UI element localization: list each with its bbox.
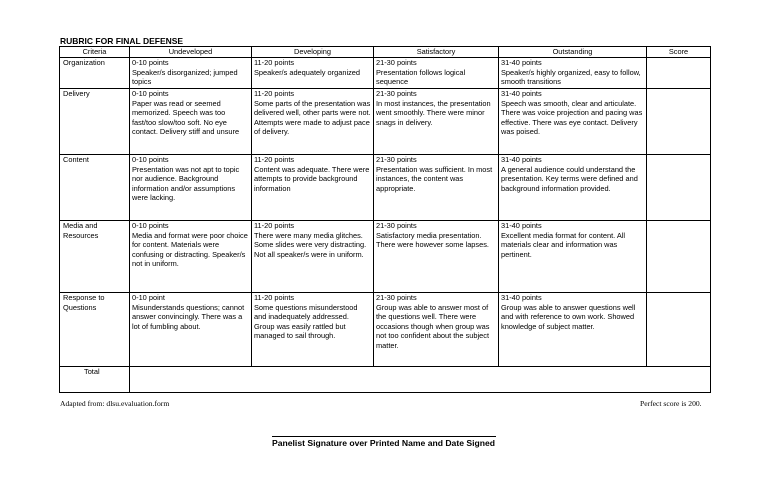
- description: A general audience could understand the presentation. Key terms were defined and background information provided.: [501, 164, 638, 193]
- source-note: Adapted from: dlsu.evaluation.form: [60, 399, 170, 408]
- rubric-cell: [252, 155, 374, 221]
- rubric-cell: [499, 58, 647, 89]
- points-label: 31-40 points: [501, 89, 542, 98]
- header-row: [60, 47, 711, 58]
- rubric-cell: [374, 58, 499, 89]
- score-cell[interactable]: [647, 89, 711, 155]
- description: Presentation was not apt to topic nor audience. Background information and/or assumptions were lacking.: [132, 164, 240, 203]
- score-cell[interactable]: [647, 293, 711, 367]
- points-label: 21-30 points: [376, 155, 417, 164]
- description: Presentation follows logical sequence: [376, 67, 466, 87]
- points-label: 21-30 points: [376, 221, 417, 230]
- description: Excellent media format for content. All materials clear and information was pertinent.: [501, 230, 626, 259]
- total-score-cell[interactable]: [130, 367, 711, 393]
- rubric-cell: [130, 58, 252, 89]
- description: Media and format were poor choice for content. Materials were confusing or distracting. Speaker/s not in uniform.: [132, 230, 248, 269]
- signature-line: [272, 436, 496, 437]
- points-label: 11-20 points: [254, 155, 295, 164]
- rubric-cell: [499, 89, 647, 155]
- rubric-cell: [374, 155, 499, 221]
- points-label: 21-30 points: [376, 293, 417, 302]
- rubric-cell: [252, 58, 374, 89]
- rubric-cell: [499, 155, 647, 221]
- rubric-cell: [252, 89, 374, 155]
- points-label: 31-40 points: [501, 155, 542, 164]
- description: Paper was read or seemed memorized. Speech was too fast/too slow/too soft. No eye contact. Delivery stiff and unsure: [132, 98, 240, 137]
- header-undeveloped: Undeveloped: [130, 47, 252, 58]
- rubric-cell: [130, 293, 252, 367]
- table-row: [60, 155, 711, 221]
- description: Speech was smooth, clear and articulate. There was voice projection and pacing was effective. There was eye contact. Delivery was poised.: [501, 98, 643, 137]
- rubric-cell: [374, 293, 499, 367]
- points-label: 11-20 points: [254, 221, 295, 230]
- description: Some questions misunderstood and inadequately addressed. Group was easily rattled but managed to sail through.: [254, 302, 358, 341]
- points-label: 0-10 points: [132, 89, 169, 98]
- criteria-cell: Delivery: [60, 89, 130, 155]
- rubric-title: RUBRIC FOR FINAL DEFENSE: [60, 36, 184, 46]
- table-row: [60, 58, 711, 89]
- rubric-cell: [130, 155, 252, 221]
- header-developing: Developing: [252, 47, 374, 58]
- points-label: 21-30 points: [376, 58, 417, 67]
- points-label: 11-20 points: [254, 58, 295, 67]
- table-row: [60, 89, 711, 155]
- total-label: Total: [60, 367, 130, 393]
- description: Satisfactory media presentation. There were however some lapses.: [376, 230, 489, 250]
- points-label: 11-20 points: [254, 293, 295, 302]
- description: In most instances, the presentation went smoothly. There were minor snags in delivery.: [376, 98, 491, 127]
- criteria-cell: Organization: [60, 58, 130, 89]
- criteria-cell: Content: [60, 155, 130, 221]
- points-label: 21-30 points: [376, 89, 417, 98]
- points-label: 11-20 points: [254, 89, 295, 98]
- header-satisfactory: Satisfactory: [374, 47, 499, 58]
- points-label: 31-40 points: [501, 58, 542, 67]
- points-label: 0-10 points: [132, 58, 169, 67]
- score-cell[interactable]: [647, 221, 711, 293]
- rubric-cell: [252, 293, 374, 367]
- description: Speaker/s disorganized; jumped topics: [132, 67, 238, 87]
- signature-label: Panelist Signature over Printed Name and Date Signed: [272, 438, 496, 448]
- description: There were many media glitches. Some slides were very distracting. Not all speaker/s were in uniform.: [254, 230, 367, 259]
- description: Some parts of the presentation was delivered well, other parts were not. Attempts were made to adjust pace of delivery.: [254, 98, 371, 137]
- points-label: 0-10 point: [132, 293, 165, 302]
- perfect-score-note: Perfect score is 200.: [640, 399, 702, 408]
- description: Group was able to answer questions well and with reference to own work. Showed knowledge of subject matter.: [501, 302, 636, 331]
- rubric-cell: [374, 221, 499, 293]
- criteria-cell: Media and Resources: [60, 221, 130, 293]
- points-label: 0-10 points: [132, 221, 169, 230]
- points-label: 31-40 points: [501, 293, 542, 302]
- rubric-cell: [374, 89, 499, 155]
- points-label: 0-10 points: [132, 155, 169, 164]
- total-row: [60, 367, 711, 393]
- rubric-cell: [252, 221, 374, 293]
- description: Speaker/s adequately organized: [254, 67, 361, 77]
- description: Content was adequate. There were attempts to provide background information: [254, 164, 370, 193]
- rubric-cell: [499, 293, 647, 367]
- criteria-cell: Response to Questions: [60, 293, 130, 367]
- points-label: 31-40 points: [501, 221, 542, 230]
- score-cell[interactable]: [647, 58, 711, 89]
- table-row: [60, 221, 711, 293]
- description: Speaker/s highly organized, easy to follow, smooth transitions: [501, 67, 641, 87]
- header-score: Score: [647, 47, 711, 58]
- header-outstanding: Outstanding: [499, 47, 647, 58]
- table-row: [60, 293, 711, 367]
- header-criteria: Criteria: [60, 47, 130, 58]
- rubric-cell: [130, 221, 252, 293]
- description: Presentation was sufficient. In most instances, the content was appropriate.: [376, 164, 493, 193]
- score-cell[interactable]: [647, 155, 711, 221]
- rubric-cell: [130, 89, 252, 155]
- description: Misunderstands questions; cannot answer convincingly. There was a lot of fumbling about.: [132, 302, 245, 331]
- rubric-cell: [499, 221, 647, 293]
- rubric-table: [59, 46, 711, 393]
- description: Group was able to answer most of the questions well. There were occasions though when group was not too confident about the subject matter.: [376, 302, 490, 350]
